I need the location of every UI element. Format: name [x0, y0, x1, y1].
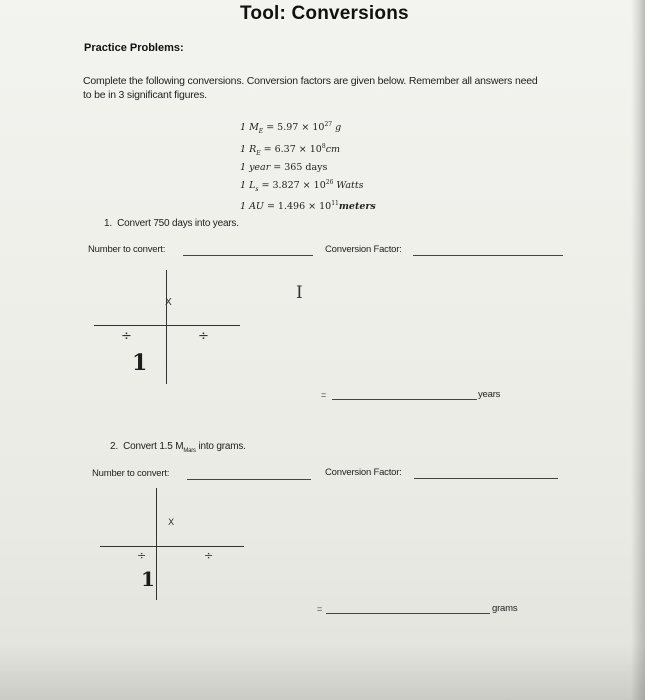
problem-1-multiply-symbol: X	[165, 297, 172, 308]
problem-1-divide-left: ÷	[121, 329, 132, 344]
problem-2-factor-input[interactable]	[414, 478, 558, 479]
page-edge-shadow	[631, 0, 645, 700]
problem-2-factor-label: Conversion Factor:	[325, 467, 402, 478]
problem-2-grid-vertical	[156, 488, 157, 600]
page-title: Tool: Conversions	[240, 3, 409, 24]
factor-solar-luminosity: 1 $L_s = 3.827 \times 10^{26}$ Watts	[240, 178, 364, 193]
problem-1-answer-input[interactable]	[332, 399, 477, 400]
problem-2-number-label: Number to convert:	[92, 468, 170, 479]
problem-1-number-input[interactable]	[183, 255, 313, 256]
problem-1-factor-input[interactable]	[413, 255, 563, 256]
instructions-line-1: Complete the following conversions. Conversion factors are given below. Remember all answers need	[83, 75, 538, 87]
problem-1-unit: years	[478, 389, 501, 400]
section-heading: Practice Problems:	[84, 42, 184, 54]
text-cursor-icon: I	[296, 283, 303, 303]
problem-2-divide-left: ÷	[137, 549, 147, 562]
problem-2-answer-input[interactable]	[326, 613, 490, 614]
problem-2-unit: grams	[492, 603, 518, 614]
factor-year: 1 year = 365 days	[240, 162, 328, 174]
factor-earth-radius: 1 $R_E = 6.37 \times 10^8cm$	[240, 142, 341, 157]
conversion-factors-list	[240, 118, 376, 215]
problem-2-grid-horizontal	[100, 546, 244, 547]
problem-1-equals: =	[321, 390, 327, 400]
problem-2-denominator-one: 1	[141, 567, 155, 591]
problem-1-factor-label: Conversion Factor:	[325, 244, 402, 255]
problem-2-number-input[interactable]	[187, 479, 311, 480]
problem-1-grid-horizontal	[94, 325, 240, 326]
factor-astronomical-unit: 1 AU = $1.496 \times 10^{11}meters$	[240, 200, 376, 213]
problem-2-divide-right: ÷	[204, 549, 214, 562]
instructions-line-2: to be in 3 significant figures.	[83, 89, 207, 101]
problem-2-equals: =	[317, 604, 323, 614]
page-bottom-shadow	[0, 645, 645, 700]
factor-earth-mass: 1 $M_E = 5.97 \times 10^{27}$ g	[240, 121, 342, 136]
problem-1-grid-vertical	[166, 270, 167, 384]
problem-1-divide-right: ÷	[198, 329, 209, 344]
problem-2-multiply-symbol: X	[168, 518, 175, 528]
problem-2-prompt: 2. Convert 1.5 $M_{Mars}$ into grams.	[110, 441, 246, 454]
problem-1-number-label: Number to convert:	[88, 244, 166, 255]
problem-1-denominator-one: 1	[132, 350, 148, 376]
problem-1-prompt: 1. Convert 750 days into years.	[104, 218, 239, 229]
instructions	[83, 74, 538, 102]
